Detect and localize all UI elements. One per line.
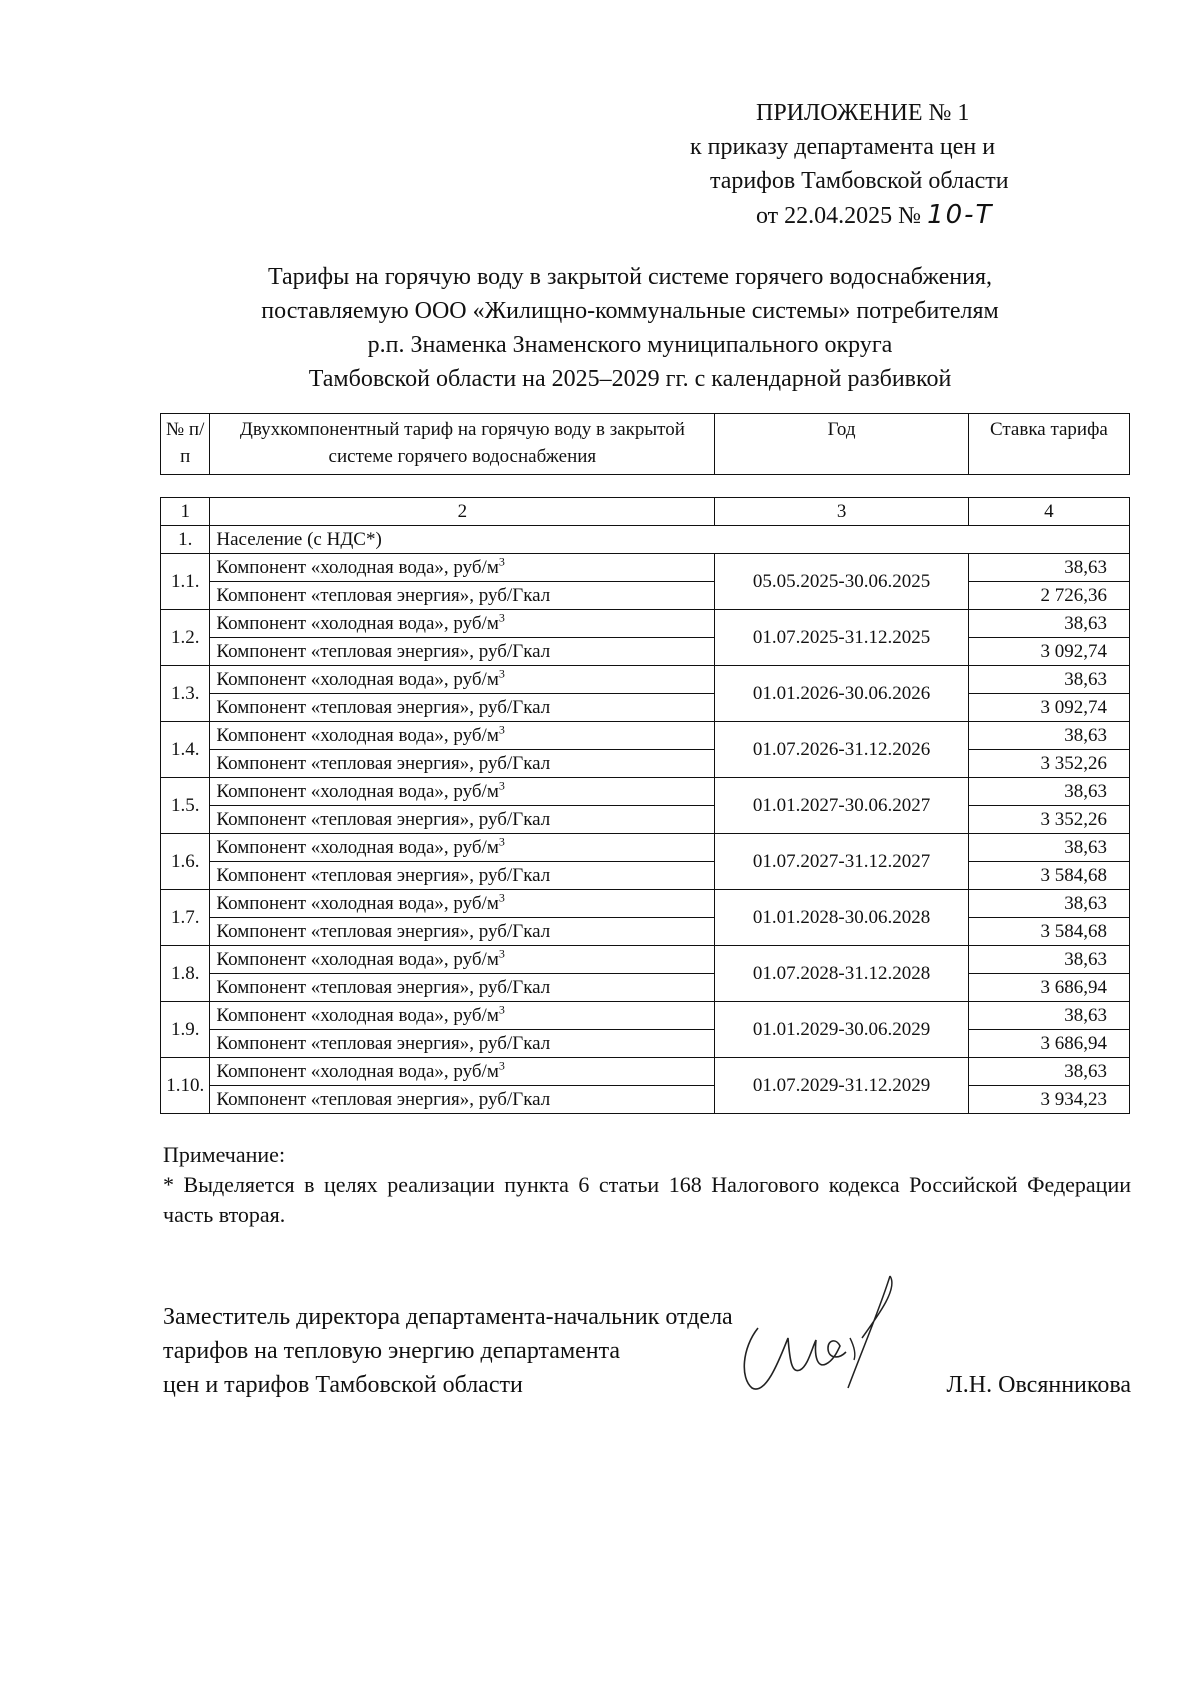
heat-energy-component: Компонент «тепловая энергия», руб/Гкал	[210, 1030, 715, 1058]
order-number-handwritten: 10-Т	[927, 200, 994, 230]
title-line-1: Тарифы на горячую воду в закрытой системе горячего водоснабжения,	[267, 264, 993, 290]
cold-water-label: Компонент «холодная вода», руб/м	[216, 1061, 499, 1082]
heat-energy-component: Компонент «тепловая энергия», руб/Гкал	[210, 694, 715, 722]
section-label: Население (с НДС*)	[210, 526, 1130, 554]
signer-position-line-1: Заместитель директора департамента-начальник отдела	[163, 1304, 733, 1330]
cubic-unit-superscript: 3	[498, 1058, 505, 1073]
cubic-unit-superscript: 3	[498, 722, 505, 737]
tariff-row-cold	[161, 666, 1130, 694]
tariff-row-heat	[161, 638, 1130, 666]
heat-energy-rate: 3 686,94	[968, 974, 1129, 1002]
cold-water-component	[210, 890, 715, 918]
table-header	[160, 413, 1130, 475]
cubic-unit-superscript: 3	[498, 946, 505, 961]
tariff-row-cold	[161, 834, 1130, 862]
heat-energy-rate: 3 584,68	[968, 918, 1129, 946]
cold-water-rate: 38,63	[968, 666, 1129, 694]
heat-energy-component: Компонент «тепловая энергия», руб/Гкал	[210, 974, 715, 1002]
tariff-row-cold	[161, 722, 1130, 750]
cold-water-label: Компонент «холодная вода», руб/м	[216, 837, 499, 858]
cold-water-component	[210, 1058, 715, 1086]
heat-energy-component: Компонент «тепловая энергия», руб/Гкал	[210, 638, 715, 666]
column-number-4: 4	[968, 498, 1129, 526]
column-number-3: 3	[715, 498, 969, 526]
period-cell: 01.07.2029-31.12.2029	[715, 1058, 969, 1114]
row-number: 1.7.	[161, 890, 210, 946]
tariff-row-cold	[161, 946, 1130, 974]
header-year: Год	[715, 414, 969, 475]
cold-water-label: Компонент «холодная вода», руб/м	[216, 669, 499, 690]
title-line-2: поставляемую ООО «Жилищно-коммунальные системы» потребителям	[261, 298, 999, 324]
heat-energy-rate: 3 092,74	[968, 638, 1129, 666]
appendix-date: от 22.04.2025 №	[756, 203, 922, 229]
heat-energy-component: Компонент «тепловая энергия», руб/Гкал	[210, 582, 715, 610]
heat-energy-rate: 3 352,26	[968, 806, 1129, 834]
tariff-row-heat	[161, 806, 1130, 834]
signer-name: Л.Н. Овсянникова	[946, 1372, 1131, 1398]
period-cell: 01.01.2027-30.06.2027	[715, 778, 969, 834]
row-number: 1.5.	[161, 778, 210, 834]
cold-water-rate: 38,63	[968, 1002, 1129, 1030]
tariff-row-heat	[161, 750, 1130, 778]
cold-water-component	[210, 610, 715, 638]
cubic-unit-superscript: 3	[498, 554, 505, 569]
handwritten-signature	[730, 1268, 930, 1418]
row-number: 1.10.	[161, 1058, 210, 1114]
cold-water-component	[210, 666, 715, 694]
cold-water-label: Компонент «холодная вода», руб/м	[216, 781, 499, 802]
tariff-row-cold	[161, 554, 1130, 582]
cold-water-component	[210, 834, 715, 862]
title-line-3: р.п. Знаменка Знаменского муниципального округа	[367, 332, 893, 358]
period-cell: 01.07.2026-31.12.2026	[715, 722, 969, 778]
signer-position-line-3: цен и тарифов Тамбовской области	[163, 1372, 523, 1398]
cold-water-component	[210, 554, 715, 582]
cold-water-rate: 38,63	[968, 890, 1129, 918]
cold-water-label: Компонент «холодная вода», руб/м	[216, 613, 499, 634]
tariff-row-heat	[161, 1030, 1130, 1058]
header-rate: Ставка тарифа	[968, 414, 1129, 475]
cold-water-label: Компонент «холодная вода», руб/м	[216, 1005, 499, 1026]
note-block	[163, 1140, 1131, 1230]
heat-energy-component: Компонент «тепловая энергия», руб/Гкал	[210, 862, 715, 890]
appendix-line-1: к приказу департамента цен и	[690, 134, 996, 160]
cold-water-label: Компонент «холодная вода», руб/м	[216, 725, 499, 746]
cold-water-label: Компонент «холодная вода», руб/м	[216, 949, 499, 970]
cold-water-rate: 38,63	[968, 1058, 1129, 1086]
cold-water-rate: 38,63	[968, 946, 1129, 974]
signer-position-line-2: тарифов на тепловую энергию департамента	[163, 1338, 621, 1364]
cold-water-rate: 38,63	[968, 554, 1129, 582]
tariff-row-cold	[161, 890, 1130, 918]
title-line-4: Тамбовской области на 2025–2029 гг. с календарной разбивкой	[308, 366, 952, 392]
column-number-2: 2	[210, 498, 715, 526]
row-number: 1.8.	[161, 946, 210, 1002]
row-number: 1.9.	[161, 1002, 210, 1058]
period-cell: 01.01.2028-30.06.2028	[715, 890, 969, 946]
heat-energy-rate: 3 352,26	[968, 750, 1129, 778]
row-number: 1.6.	[161, 834, 210, 890]
row-number: 1.3.	[161, 666, 210, 722]
row-number: 1.1.	[161, 554, 210, 610]
tariff-row-heat	[161, 918, 1130, 946]
cold-water-component	[210, 722, 715, 750]
heat-energy-rate: 3 934,23	[968, 1086, 1129, 1114]
section-number: 1.	[161, 526, 210, 554]
section-row	[161, 526, 1130, 554]
cubic-unit-superscript: 3	[498, 666, 505, 681]
tariff-row-heat	[161, 1086, 1130, 1114]
period-cell: 01.07.2027-31.12.2027	[715, 834, 969, 890]
tariff-row-cold	[161, 610, 1130, 638]
cold-water-component	[210, 946, 715, 974]
header-tariff: Двухкомпонентный тариф на горячую воду в закрытой системе горячего водоснабжения	[210, 414, 715, 475]
heat-energy-rate: 3 584,68	[968, 862, 1129, 890]
cubic-unit-superscript: 3	[498, 890, 505, 905]
tariff-row-cold	[161, 1058, 1130, 1086]
tariff-table	[160, 497, 1130, 1114]
appendix-line-2: тарифов Тамбовской области	[710, 168, 1009, 194]
signature-block	[163, 1300, 1131, 1402]
tariff-row-cold	[161, 778, 1130, 806]
heat-energy-rate: 2 726,36	[968, 582, 1129, 610]
cold-water-label: Компонент «холодная вода», руб/м	[216, 557, 499, 578]
note-text: * Выделяется в целях реализации пункта 6 статьи 168 Налогового кодекса Российской Федерации часть вторая.	[163, 1172, 1131, 1227]
heat-energy-rate: 3 092,74	[968, 694, 1129, 722]
tariff-row-heat	[161, 862, 1130, 890]
period-cell: 01.07.2025-31.12.2025	[715, 610, 969, 666]
heat-energy-component: Компонент «тепловая энергия», руб/Гкал	[210, 806, 715, 834]
cold-water-label: Компонент «холодная вода», руб/м	[216, 893, 499, 914]
column-number-1: 1	[161, 498, 210, 526]
tariff-row-heat	[161, 974, 1130, 1002]
tariff-row-heat	[161, 582, 1130, 610]
row-number: 1.2.	[161, 610, 210, 666]
appendix-title: ПРИЛОЖЕНИЕ № 1	[756, 100, 970, 126]
tariff-row-heat	[161, 694, 1130, 722]
period-cell: 01.01.2026-30.06.2026	[715, 666, 969, 722]
cubic-unit-superscript: 3	[498, 778, 505, 793]
heat-energy-component: Компонент «тепловая энергия», руб/Гкал	[210, 750, 715, 778]
document-title	[150, 260, 1110, 396]
heat-energy-rate: 3 686,94	[968, 1030, 1129, 1058]
period-cell: 01.01.2029-30.06.2029	[715, 1002, 969, 1058]
appendix-header	[690, 96, 1090, 233]
heat-energy-component: Компонент «тепловая энергия», руб/Гкал	[210, 918, 715, 946]
period-cell: 01.07.2028-31.12.2028	[715, 946, 969, 1002]
column-number-row	[161, 498, 1130, 526]
heat-energy-component: Компонент «тепловая энергия», руб/Гкал	[210, 1086, 715, 1114]
row-number: 1.4.	[161, 722, 210, 778]
cold-water-rate: 38,63	[968, 834, 1129, 862]
cubic-unit-superscript: 3	[498, 610, 505, 625]
note-heading: Примечание:	[163, 1142, 286, 1167]
cubic-unit-superscript: 3	[498, 834, 505, 849]
cold-water-rate: 38,63	[968, 778, 1129, 806]
header-number: № п/п	[161, 414, 210, 475]
cold-water-rate: 38,63	[968, 610, 1129, 638]
cold-water-component	[210, 778, 715, 806]
appendix-date-line	[690, 198, 1090, 233]
cold-water-rate: 38,63	[968, 722, 1129, 750]
cubic-unit-superscript: 3	[498, 1002, 505, 1017]
tariff-row-cold	[161, 1002, 1130, 1030]
cold-water-component	[210, 1002, 715, 1030]
period-cell: 05.05.2025-30.06.2025	[715, 554, 969, 610]
